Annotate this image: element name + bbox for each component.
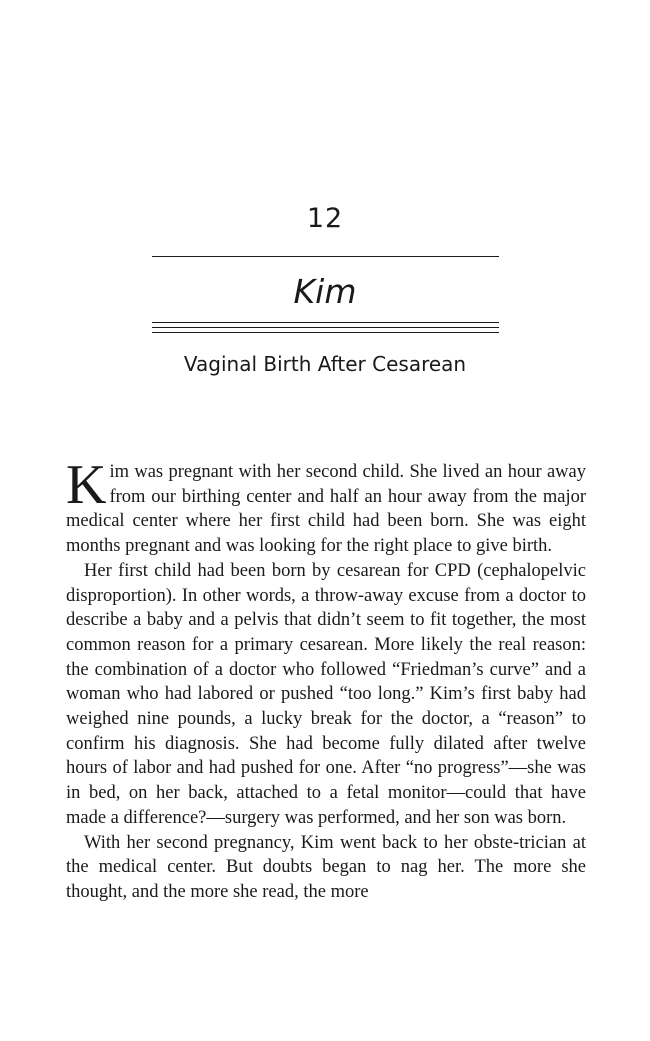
chapter-subtitle: Vaginal Birth After Cesarean [183,352,467,376]
paragraph-1-text: im was pregnant with her second child. She lived an hour away from our birthing center and half an hour away from the major medical center where her first child had been born. She was eight months pregnant and was looking for the right place to give birth. [66,462,586,557]
paragraph-3: With her second pregnancy, Kim went back to her obste-trician at the medical center. But doubts began to nag her. The more she thought, and the more she read, the more [66,832,586,902]
chapter-title: Kim [293,272,357,311]
paragraph-2: Her first child had been born by cesarean for CPD (cephalopelvic disproportion). In other words, a throw-away excuse from a doctor to describe a baby and a pelvis that didn’t seem to fit together, the most common reason for a primary cesarean. More likely the real reason: the combination of a doctor who followed “Friedman’s curve” and a woman who had labored or pushed “too long.” Kim’s first baby had weighed nine pounds, a lucky break for the doctor, a “reason” to confirm his diagnosis. She had become fully dilated after twelve hours of labor and had pushed for one. After “no progress”—she was in bed, on her back, attached to a fetal monitor—could that have made a difference?—surgery was performed, and her son was born. [66,560,586,828]
chapter-rule-top [152,256,499,257]
chapter-number: 12 [306,203,344,234]
chapter-rule-triple [152,322,499,333]
drop-cap: K [66,454,107,516]
body-text [66,454,586,905]
paragraph-1 [66,454,586,559]
